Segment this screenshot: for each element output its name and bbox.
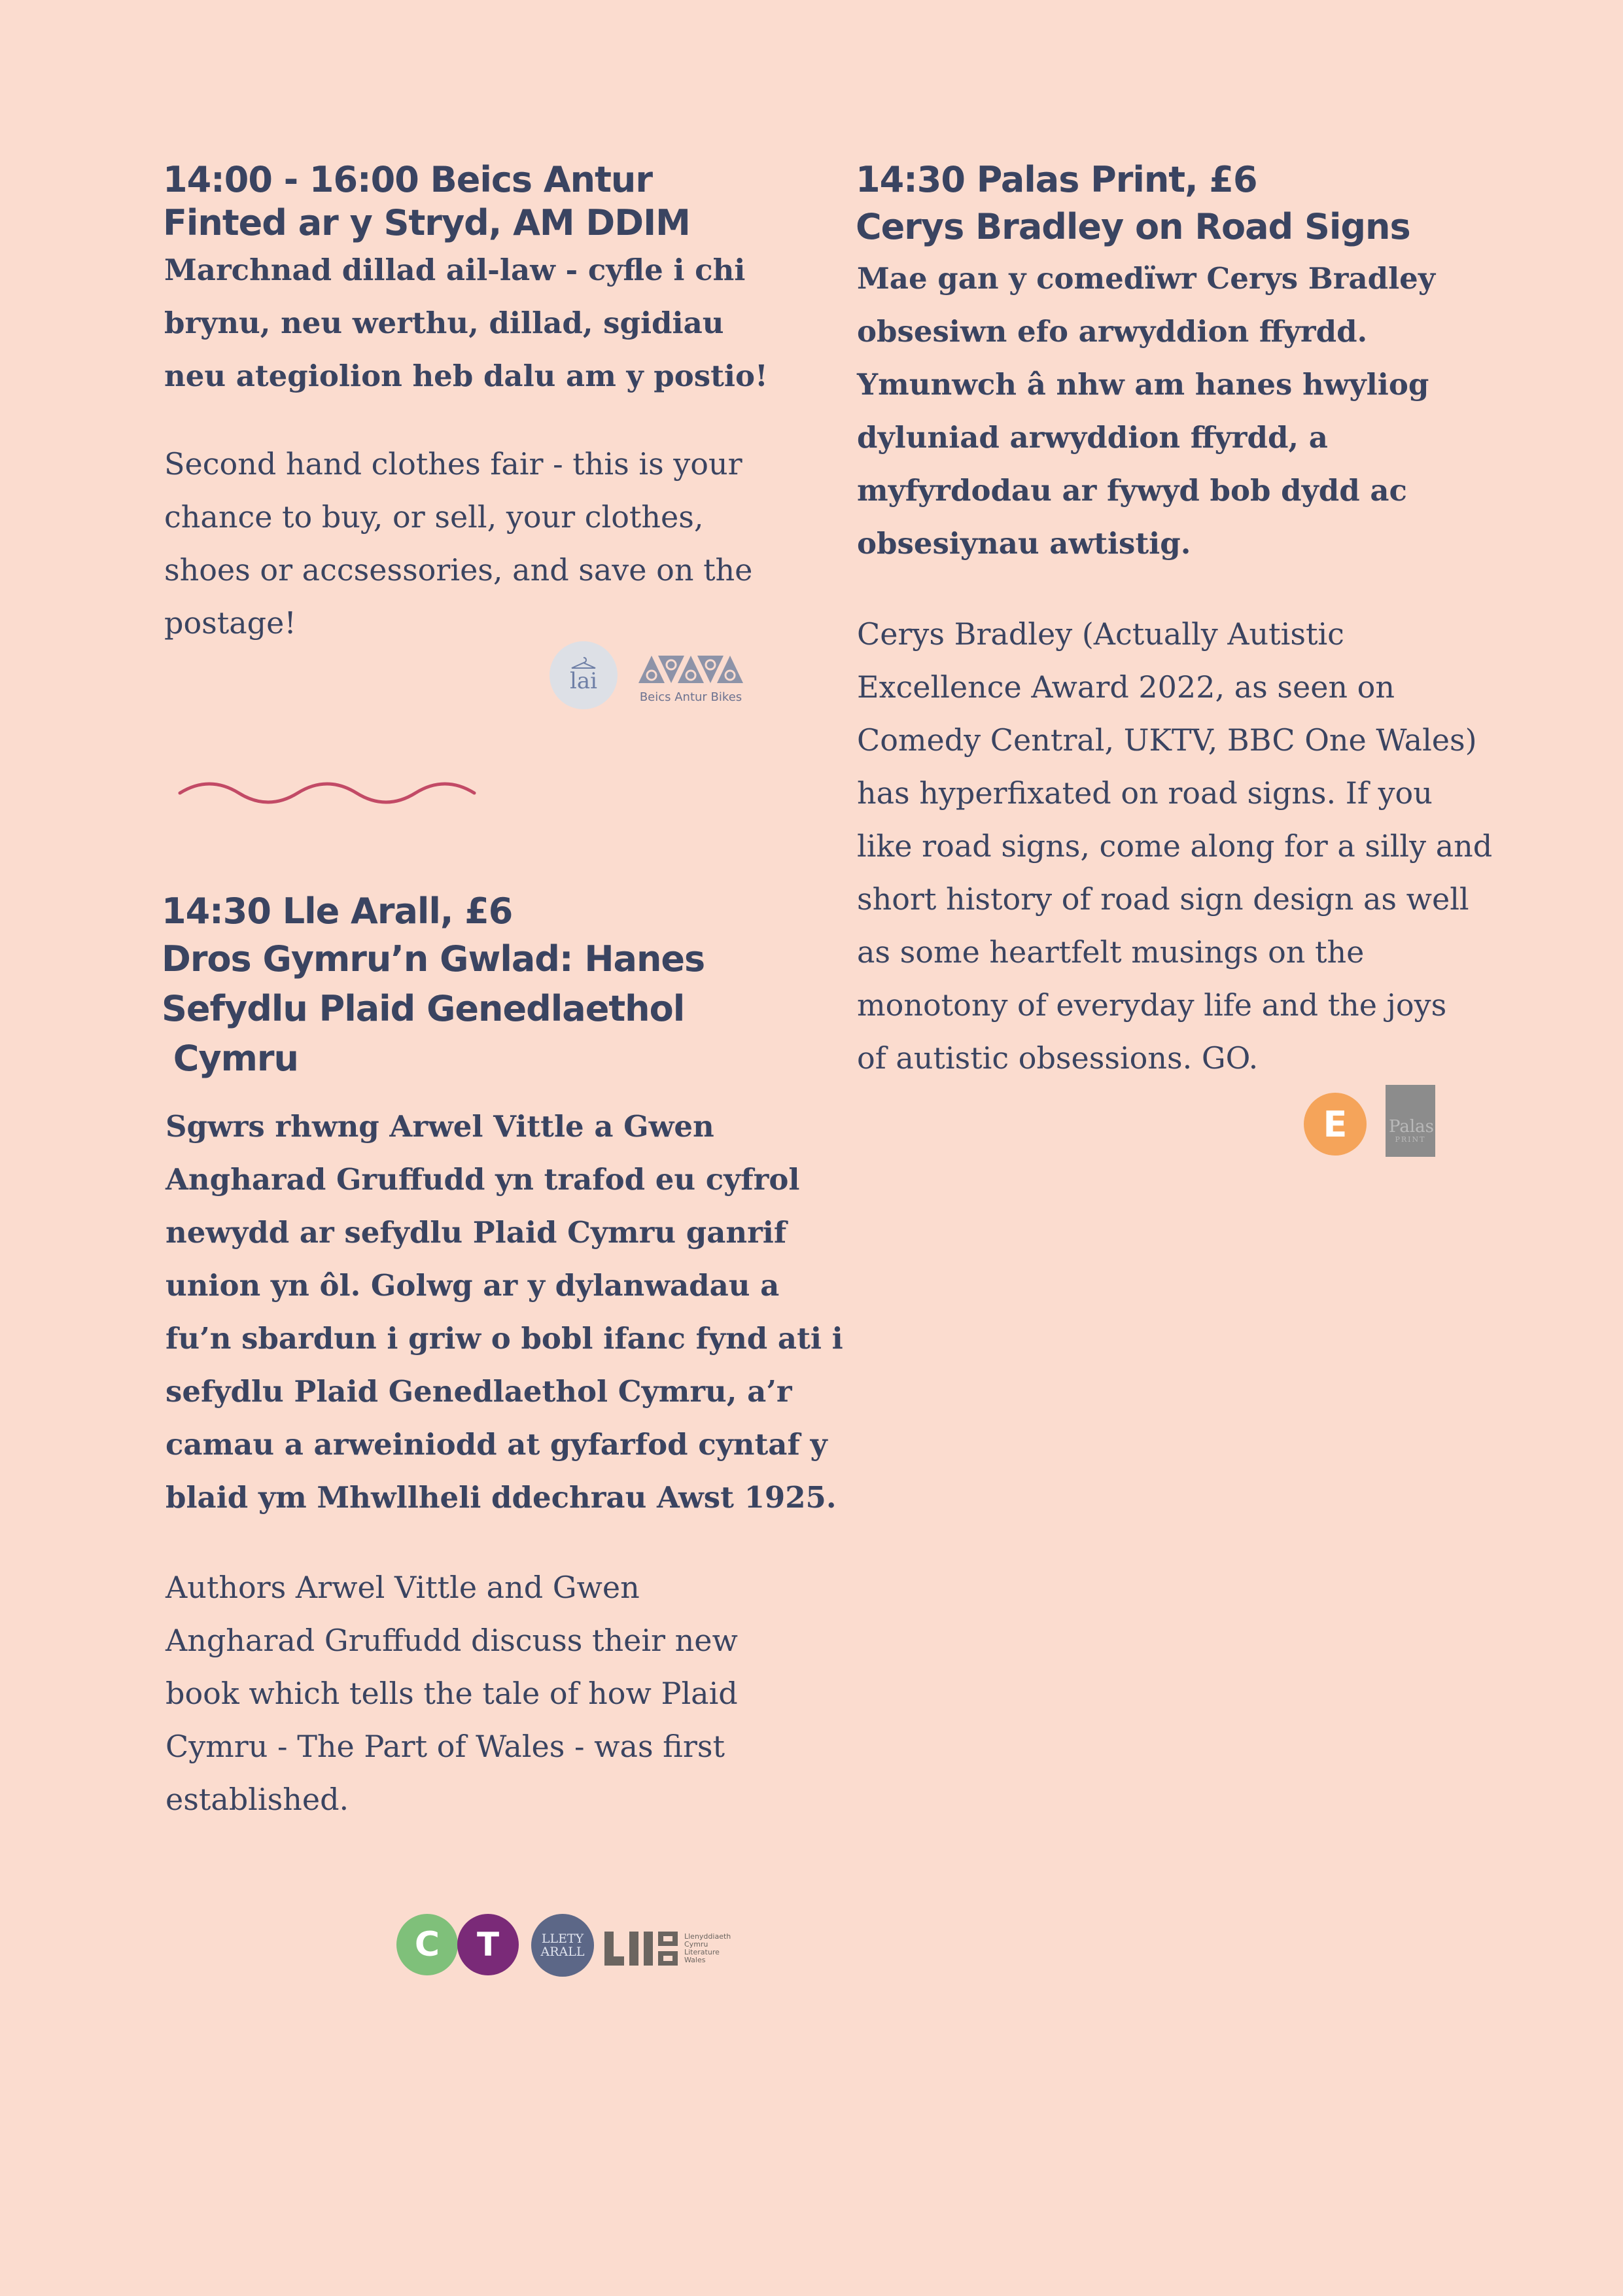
caption-line: Literature (684, 1948, 720, 1956)
beics-antur-caption: Beics Antur Bikes (639, 690, 742, 704)
literature-wales-caption (684, 1933, 731, 1964)
e-logo (1304, 1093, 1367, 1156)
event-2-heading (162, 889, 705, 1084)
hanger-icon (569, 656, 598, 669)
t-logo-letter: T (476, 1926, 500, 1964)
text-line: obsesiwn efo arwyddion ffyrdd. (857, 314, 1368, 349)
wave-divider (177, 779, 478, 818)
text-line: Comedy Central, UKTV, BBC One Wales) (857, 722, 1477, 758)
event-2-heading-line: 14:30 Lle Arall, £6 (162, 891, 513, 932)
event-3-heading-line: Cerys Bradley on Road Signs (856, 206, 1410, 247)
text-line: Cerys Bradley (Actually Autistic (857, 616, 1344, 652)
text-line: shoes or accsessories, and save on the (164, 552, 753, 588)
text-line: sefydlu Plaid Genedlaethol Cymru, a’r (166, 1374, 792, 1409)
t-logo (457, 1914, 519, 1975)
event-3-welsh-text (857, 252, 1435, 570)
bikes-triangles-icon (636, 653, 746, 686)
event-1-heading-line: Finted ar y Stryd, AM DDIM (163, 202, 690, 243)
event-3-heading (856, 158, 1410, 253)
event-2-heading-line: Cymru (162, 1038, 298, 1079)
text-line: as some heartfelt musings on the (857, 934, 1365, 970)
literature-wales-logo (603, 1929, 747, 1968)
event-3-english-text (857, 608, 1492, 1085)
event-2-heading-line: Dros Gymru’n Gwlad: Hanes (162, 938, 705, 980)
lw-mark-icon (603, 1930, 680, 1967)
llety-arall-text: ARALL (540, 1945, 585, 1959)
text-line: Mae gan y comedïwr Cerys Bradley (857, 261, 1435, 296)
text-line: established. (166, 1782, 349, 1817)
text-line: brynu, neu werthu, dillad, sgidiau (164, 306, 724, 340)
text-line: Angharad Gruffudd discuss their new (166, 1623, 738, 1658)
text-line: of autistic obsessions. GO. (857, 1040, 1259, 1076)
text-line: Angharad Gruffudd yn trafod eu cyfrol (166, 1162, 800, 1197)
event-2-welsh-text (166, 1100, 843, 1524)
text-line: myfyrdodau ar fywyd bob dydd ac (857, 473, 1407, 508)
text-line: Authors Arwel Vittle and Gwen (166, 1570, 640, 1605)
text-line: dyluniad arwyddion ffyrdd, a (857, 420, 1328, 455)
text-line: Sgwrs rhwng Arwel Vittle a Gwen (166, 1109, 714, 1144)
text-line: postage! (164, 605, 296, 641)
event-3-heading-line: 14:30 Palas Print, £6 (856, 159, 1257, 200)
text-line: Cymru - The Part of Wales - was first (166, 1729, 725, 1764)
text-line: blaid ym Mhwllheli ddechrau Awst 1925. (166, 1480, 837, 1515)
event-1-english-text (164, 438, 752, 650)
beics-antur-logo (636, 653, 746, 705)
e-logo-letter: E (1323, 1103, 1348, 1145)
text-line: neu ategiolion heb dalu am y postio! (164, 359, 768, 393)
text-line: fu’n sbardun i griw o bobl ifanc fynd ati i (166, 1321, 843, 1356)
llety-arall-logo (531, 1914, 594, 1977)
lai-logo (550, 641, 618, 709)
text-line: Second hand clothes fair - this is your (164, 446, 742, 482)
llety-arall-text: LLETY (541, 1932, 584, 1946)
c-logo (396, 1914, 458, 1975)
caption-line: Wales (684, 1956, 706, 1964)
text-line: book which tells the tale of how Plaid (166, 1676, 738, 1711)
text-line: union yn ôl. Golwg ar y dylanwadau a (166, 1268, 780, 1303)
caption-line: Llenyddiaeth (684, 1932, 731, 1941)
lai-logo-text: lai (569, 668, 598, 694)
palas-print-logo (1386, 1085, 1435, 1157)
event-1-welsh-text (164, 243, 768, 402)
text-line: monotony of everyday life and the joys (857, 987, 1447, 1023)
event-1-heading-line: 14:00 - 16:00 Beics Antur (163, 159, 652, 200)
text-line: like road signs, come along for a silly and (857, 828, 1493, 864)
caption-line: Cymru (684, 1940, 708, 1949)
text-line: Excellence Award 2022, as seen on (857, 669, 1395, 705)
text-line: camau a arweiniodd at gyfarfod cyntaf y (166, 1427, 828, 1462)
palas-print-text: Palas (1389, 1116, 1434, 1137)
text-line: Marchnad dillad ail-law - cyfle i chi (164, 253, 746, 287)
text-line: chance to buy, or sell, your clothes, (164, 499, 704, 535)
palas-print-text: PRINT (1395, 1135, 1426, 1144)
event-2-heading-line: Sefydlu Plaid Genedlaethol (162, 988, 685, 1029)
event-1-heading (163, 158, 690, 245)
text-line: newydd ar sefydlu Plaid Cymru ganrif (166, 1215, 787, 1250)
text-line: obsesiynau awtistig. (857, 526, 1191, 561)
event-2-english-text (166, 1561, 738, 1826)
text-line: Ymunwch â nhw am hanes hwyliog (857, 367, 1429, 402)
text-line: short history of road sign design as well (857, 881, 1469, 917)
c-logo-letter: C (414, 1925, 440, 1964)
text-line: has hyperfixated on road signs. If you (857, 775, 1433, 811)
